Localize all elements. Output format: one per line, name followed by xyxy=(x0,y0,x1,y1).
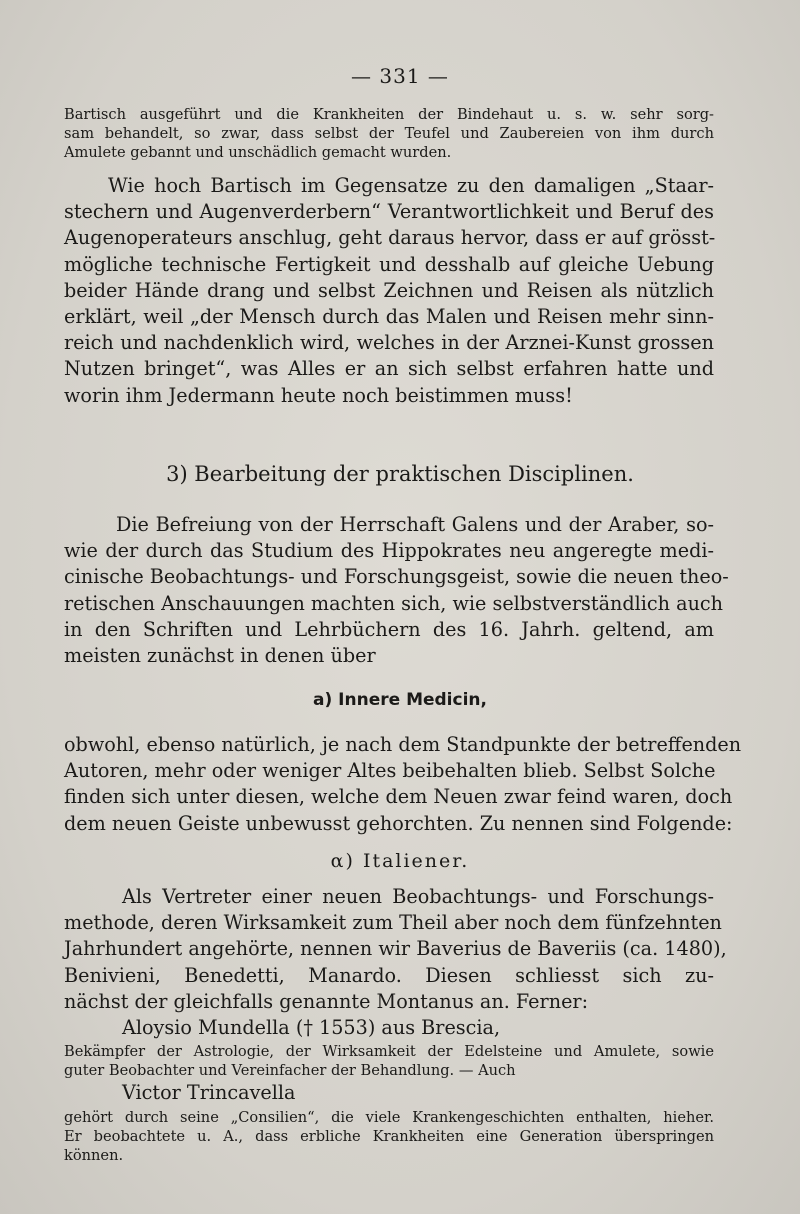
paragraph-vertreter xyxy=(64,884,727,1041)
text-line: cinische Beobachtungs- und Forschungsgeist, sowie die neuen theo- xyxy=(64,565,729,589)
text-line: Augenoperateurs anschlug, geht daraus hervor, dass er auf grösst- xyxy=(64,226,716,250)
text-line: Autoren, mehr oder weniger Altes beibehalten blieb. Selbst Solche xyxy=(64,759,716,783)
paragraph-befreiung xyxy=(64,512,729,669)
text-line: Amulete gebannt und unschädlich gemacht wurden. xyxy=(64,144,452,161)
text-line: Bekämpfer der Astrologie, der Wirksamkeit der Edelsteine und Amulete, sowie xyxy=(64,1043,714,1060)
paragraph-bartisch xyxy=(64,173,714,409)
subsubsection-heading: α) Italiener. xyxy=(330,850,470,872)
text-line: Benivieni, Benedetti, Manardo. Diesen schliesst sich zu- xyxy=(64,963,714,987)
text-line: methode, deren Wirksamkeit zum Theil aber noch dem fünfzehnten xyxy=(64,911,722,935)
paragraph-obwohl xyxy=(64,732,742,837)
subsection-heading: a) Innere Medicin, xyxy=(313,690,487,710)
trincavella-note xyxy=(64,1108,714,1165)
trincavella-name-line xyxy=(64,1080,714,1106)
text-line: Jahrhundert angehörte, nennen wir Baverius de Baveriis (ca. 1480), xyxy=(64,937,727,961)
text-line: sam behandelt, so zwar, dass selbst der Teufel und Zaubereien von ihm durch xyxy=(64,125,714,142)
text-line: in den Schriften und Lehrbüchern des 16. Jahrh. geltend, am xyxy=(64,617,714,641)
mundella-note xyxy=(64,1042,714,1080)
intro-paragraph xyxy=(64,105,714,162)
text-line: Victor Trincavella xyxy=(122,1081,296,1104)
text-line: können. xyxy=(64,1147,124,1164)
text-line: Als Vertreter einer neuen Beobachtungs- und Forschungs- xyxy=(122,885,714,908)
text-line: gehört durch seine „Consilien“, die viele Krankengeschichten enthalten, hieher. xyxy=(64,1109,714,1126)
text-line: meisten zunächst in denen über xyxy=(64,644,376,668)
text-line: dem neuen Geiste unbewusst gehorchten. Zu nennen sind Folgende: xyxy=(64,811,733,835)
text-line: Bartisch ausgeführt und die Krankheiten der Bindehaut u. s. w. sehr sorg- xyxy=(64,106,714,123)
page-number: — 331 — xyxy=(351,64,449,88)
text-line: worin ihm Jedermann heute noch beistimmen muss! xyxy=(64,383,573,407)
text-line: beider Hände drang und selbst Zeichnen und Reisen als nützlich xyxy=(64,278,714,302)
text-line: mögliche technische Fertigkeit und desshalb auf gleiche Uebung xyxy=(64,252,714,276)
text-line: finden sich unter diesen, welche dem Neuen zwar feind waren, doch xyxy=(64,785,733,809)
text-line: Wie hoch Bartisch im Gegensatze zu den damaligen „Staar- xyxy=(108,174,714,197)
text-line: Nutzen bringet“, was Alles er an sich selbst erfahren hatte und xyxy=(64,357,714,381)
text-line: Die Befreiung von der Herrschaft Galens und der Araber, so- xyxy=(116,513,714,536)
text-line: erklärt, weil „der Mensch durch das Malen und Reisen mehr sinn- xyxy=(64,305,714,329)
text-line: retischen Anschauungen machten sich, wie selbstverständlich auch xyxy=(64,591,724,615)
text-line: Er beobachtete u. A., dass erbliche Krankheiten eine Generation überspringen xyxy=(64,1128,714,1145)
text-line: reich und nachdenklich wird, welches in der Arznei-Kunst grossen xyxy=(64,331,714,355)
text-line: guter Beobachter und Vereinfacher der Behandlung. — Auch xyxy=(64,1062,516,1079)
text-line: obwohl, ebenso natürlich, je nach dem Standpunkte der betreffenden xyxy=(64,733,742,756)
text-line: stechern und Augenverderbern“ Verantwortlichkeit und Beruf des xyxy=(64,200,714,224)
text-line: nächst der gleichfalls genannte Montanus an. Ferner: xyxy=(64,989,589,1013)
section-heading: 3) Bearbeitung der praktischen Disciplinen. xyxy=(166,462,634,486)
text-line: Aloysio Mundella († 1553) aus Brescia, xyxy=(122,1016,501,1040)
text-line: wie der durch das Studium des Hippokrates neu angeregte medi- xyxy=(64,539,714,563)
